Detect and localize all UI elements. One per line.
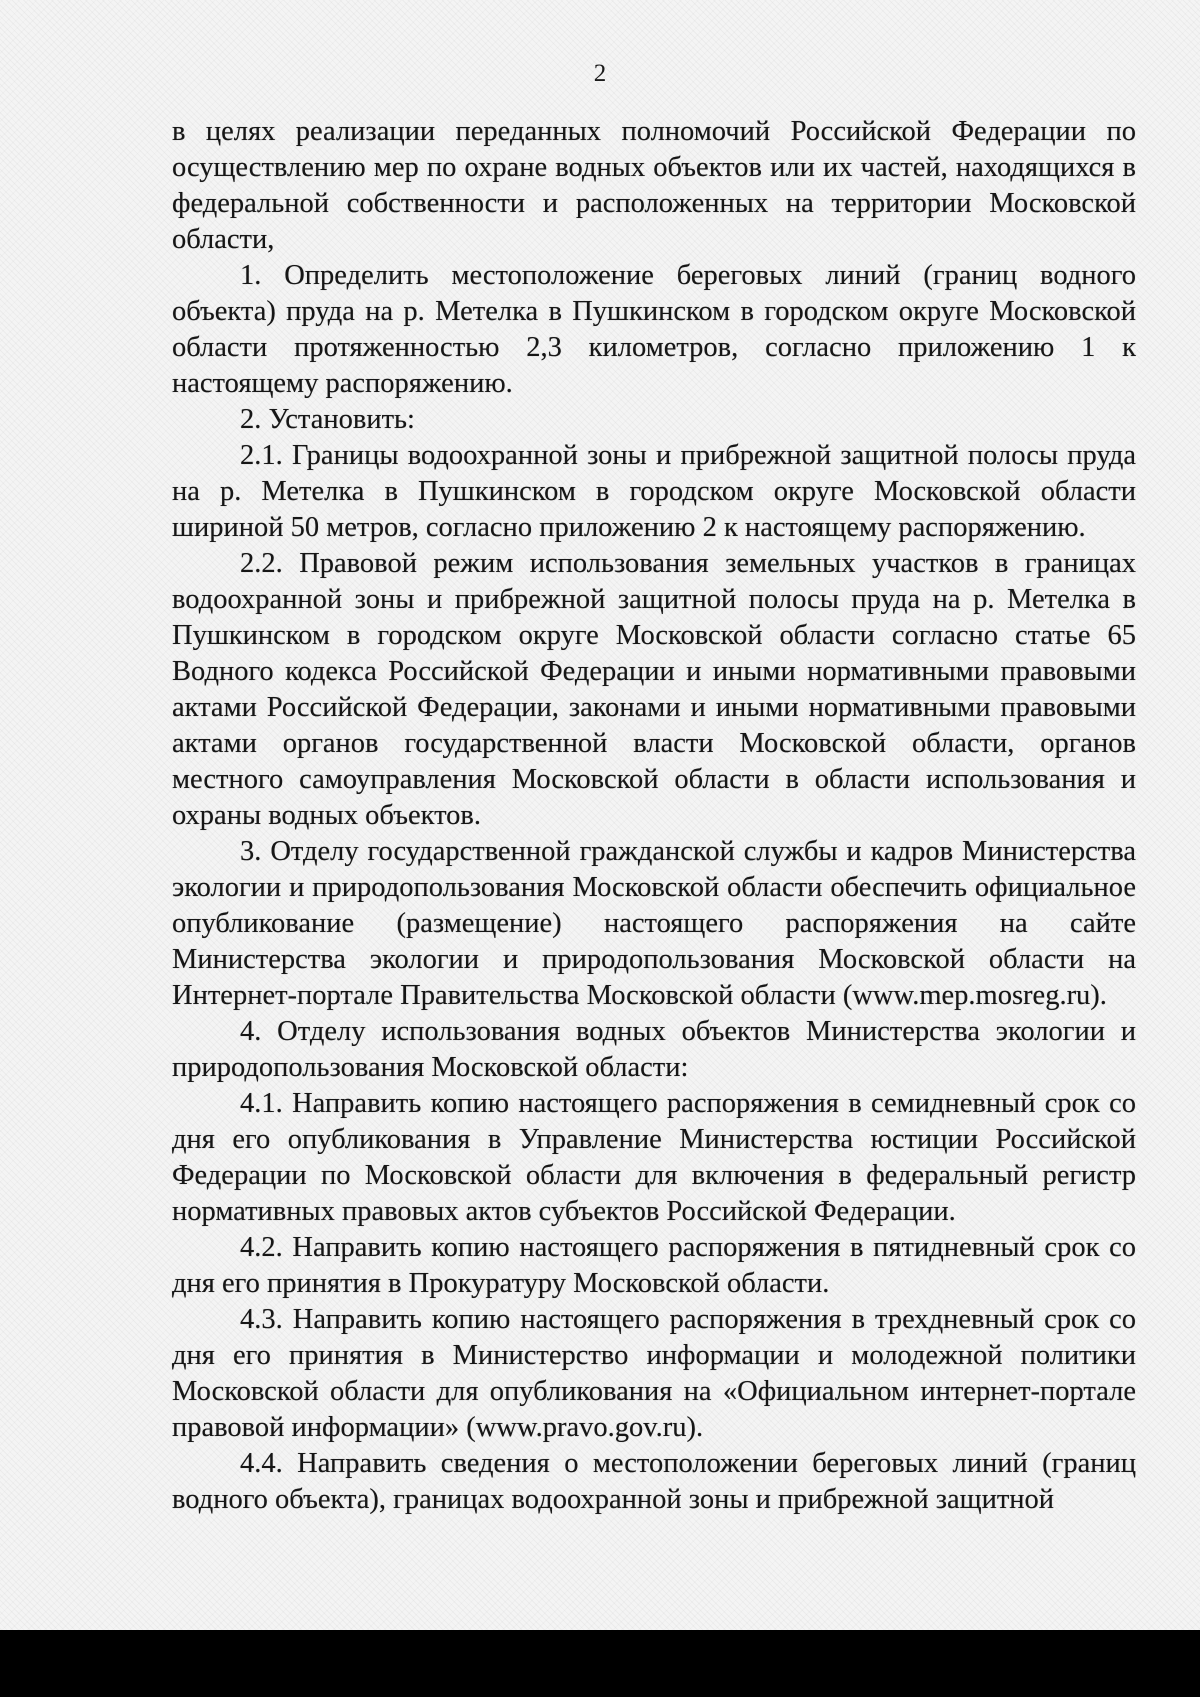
paragraph-4-3: 4.3. Направить копию настоящего распоряжения в трехдневный срок со дня его принятия в Министерство информации и молодежной политики Московской области для опубликования на «Официальном интернет-портале правовой информации» (www.pravo.gov.ru). <box>172 1304 1136 1443</box>
paragraph-4-4: 4.4. Направить сведения о местоположении береговых линий (границ водного объекта), границах водоохранной зоны и прибрежной защитной <box>172 1448 1136 1515</box>
paragraph-4-1: 4.1. Направить копию настоящего распоряжения в семидневный срок со дня его опубликования в Управление Министерства юстиции Российской Федерации по Московской области для включения в федеральный регистр нормативных правовых актов субъектов Российской Федерации. <box>172 1088 1136 1227</box>
paragraph-4: 4. Отделу использования водных объектов Министерства экологии и природопользования Московской области: <box>172 1016 1136 1083</box>
paragraph-2-2: 2.2. Правовой режим использования земельных участков в границах водоохранной зоны и прибрежной защитной полосы пруда на р. Метелка в Пушкинском в городском округе Московской области согласно статье 65 Водного кодекса Российской Федерации и иными нормативными правовыми актами Российской Федерации, законами и иными нормативными правовыми актами органов государственной власти Московской области, органов местного самоуправления Московской области в области использования и охраны водных объектов. <box>172 548 1136 831</box>
document-body <box>172 114 1136 1518</box>
scan-bottom-border <box>0 1630 1200 1697</box>
paragraph-1: 1. Определить местоположение береговых линий (границ водного объекта) пруда на р. Метелка в Пушкинском в городском округе Московской области протяженностью 2,3 километров, согласно приложению 1 к настоящему распоряжению. <box>172 260 1136 399</box>
paragraph-4-2: 4.2. Направить копию настоящего распоряжения в пятидневный срок со дня его принятия в Прокуратуру Московской области. <box>172 1232 1136 1299</box>
page-number: 2 <box>593 60 607 87</box>
paragraph-3: 3. Отделу государственной гражданской службы и кадров Министерства экологии и природопользования Московской области обеспечить официальное опубликование (размещение) настоящего распоряжения на сайте Министерства экологии и природопользования Московской области на Интернет-портале Правительства Московской области (www.mep.mosreg.ru). <box>172 836 1136 1011</box>
paragraph-2: 2. Установить: <box>240 404 415 435</box>
paragraph-preamble: в целях реализации переданных полномочий Российской Федерации по осуществлению мер по охране водных объектов или их частей, находящихся в федеральной собственности и расположенных на территории Московской области, <box>172 116 1136 255</box>
paragraph-2-1: 2.1. Границы водоохранной зоны и прибрежной защитной полосы пруда на р. Метелка в Пушкинском в городском округе Московской области шириной 50 метров, согласно приложению 2 к настоящему распоряжению. <box>172 440 1136 543</box>
